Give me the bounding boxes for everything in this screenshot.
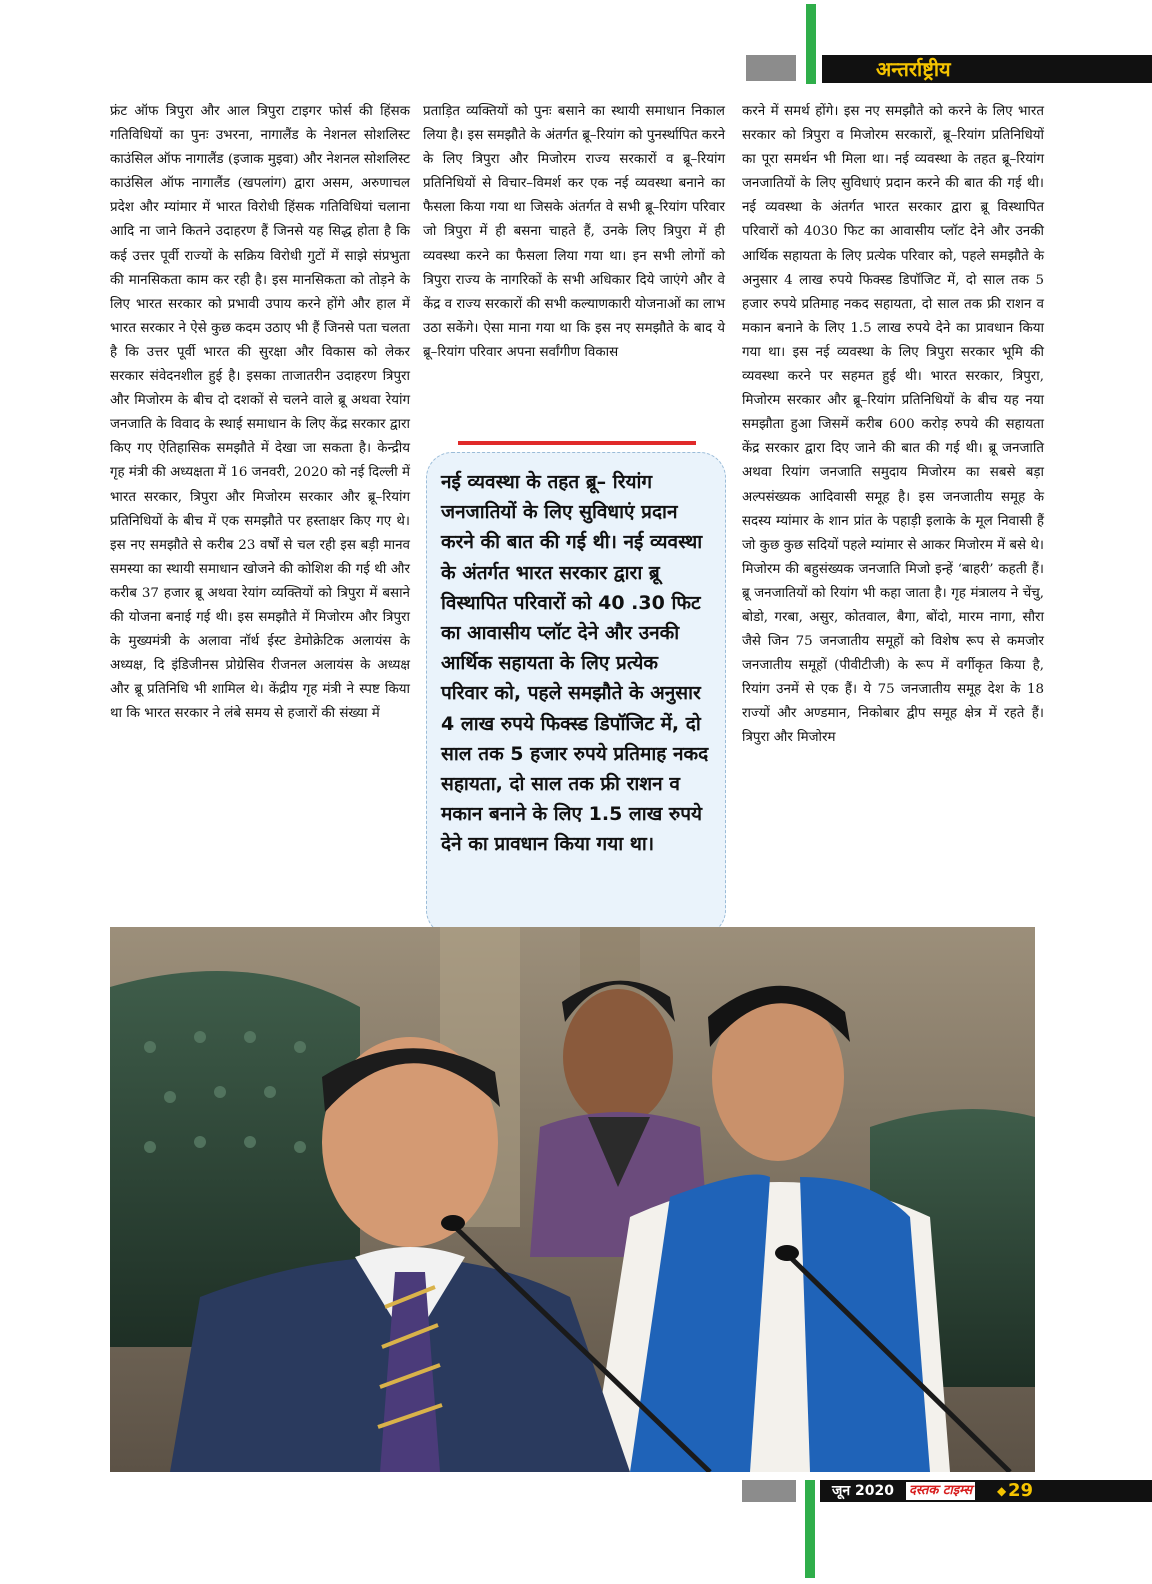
pull-quote	[426, 452, 726, 936]
pull-quote-text: नई व्यवस्था के तहत ब्रू– रियांग जनजातियों के लिए सुविधाएं प्रदान करने की बात की गई थी। नई व्यवस्था के अंतर्गत भारत सरकार द्वारा ब्रू विस्थापित परिवारों को 40 .30 फिट का आवासीय प्लॉट देने और उनकी आर्थिक सहायता के लिए प्रत्येक परिवार को, पहले समझौते के अनुसार 4 लाख रुपये फिक्स्ड डिपॉजिट में, दो साल तक 5 हजार रुपये प्रतिमाह नकद सहायता, दो साल तक फ्री राशन व मकान बनाने के लिए 1.5 लाख रुपये देने का प्रावधान किया गया था।	[441, 471, 709, 856]
pull-quote-rule	[458, 441, 696, 445]
issue-date: जून 2020	[832, 1483, 894, 1499]
section-tag	[822, 55, 1152, 83]
header-gray-block	[746, 55, 796, 81]
footer-green-bar	[805, 1480, 815, 1578]
page-number: 29	[1008, 1480, 1034, 1501]
article-column-3: करने में समर्थ होंगे। इस नए समझौते को करने के लिए भारत सरकार को त्रिपुरा व मिजोरम सरकारों, ब्रू–रियांग प्रतिनिधियों का पूरा समर्थन भी मिला था। नई व्यवस्था के तहत ब्रू–रियांग जनजातियों के लिए सुविधाएं प्रदान करने की बात की गई थी। नई व्यवस्था के अंतर्गत भारत सरकार द्वारा ब्रू विस्थापित परिवारों को 4030 फिट का आवासीय प्लॉट देने और उनकी आर्थिक सहायता के लिए प्रत्येक परिवार को, पहले समझौते के अनुसार 4 लाख रुपये फिक्स्ड डिपॉजिट में, दो साल तक 5 हजार रुपये प्रतिमाह नकद सहायता, दो साल तक फ्री राशन व मकान बनाने के लिए 1.5 लाख रुपये देने का प्रावधान किया गया था। इस नई व्यवस्था के लिए त्रिपुरा सरकार भूमि की व्यवस्था करने पर सहमत हुई थी। भारत सरकार, त्रिपुरा, मिजोरम सरकार और ब्रू–रियांग प्रतिनिधियों के बीच यह नया समझौता हुआ जिसमें करीब 600 करोड़ रुपये की सहायता केंद्र सरकार द्वारा दिए जाने की बात की गई थी। ब्रू जनजाति अथवा रियांग जनजाति समुदाय मिजोरम का सबसे बड़ा अल्पसंख्यक आदिवासी समूह है। इस जनजातीय समूह के सदस्य म्यांमार के शान प्रांत के पहाड़ी इलाके के मूल निवासी हैं जो कुछ कुछ सदियों पहले म्यांमार से आकर मिजोरम में बसे थे। मिजोरम की बहुसंख्यक जनजाति मिजो इन्हें ‘बाहरी’ कहती हैं। ब्रू जनजातियों को रियांग भी कहा जाता है। गृह मंत्रालय ने चेंचु, बोडो, गरबा, असुर, कोतवाल, बैगा, बोंदो, मारम नागा, सौरा जैसे जिन 75 जनजातीय समूहों को विशेष रूप से कमजोर जनजातीय समूहों (पीवीटीजी) के रूप में वर्गीकृत किया है, रियांग उनमें से एक हैं। ये 75 जनजातीय समूह देश के 18 राज्यों और अण्डमान, निकोबार द्वीप समूह क्षेत्र में रहते हैं। त्रिपुरा और मिजोरम	[742, 104, 1044, 746]
article-photo	[110, 927, 1035, 1472]
header-green-bar	[806, 4, 816, 84]
footer-gray-block	[742, 1480, 796, 1502]
footer-bullet-icon: ◆	[997, 1484, 1007, 1498]
footer-bar	[820, 1480, 1152, 1502]
section-tag-label: अन्तर्राष्ट्रीय	[876, 57, 951, 81]
photo-illustration	[110, 927, 1035, 1472]
magazine-logo: दस्तक टाइम्स	[906, 1482, 975, 1500]
article-column-2: प्रताड़ित व्यक्तियों को पुनः बसाने का स्थायी समाधान निकाल लिया है। इस समझौते के अंतर्गत ब्रू–रियांग को पुनर्स्थापित करने के लिए त्रिपुरा और मिजोरम राज्य सरकारों व ब्रू–रियांग प्रतिनिधियों से विचार–विमर्श कर एक नई व्यवस्था बनाने का फैसला किया गया था जिसके अंतर्गत वे सभी ब्रू–रियांग परिवार जो त्रिपुरा में ही बसना चाहते हैं, उनके लिए त्रिपुरा में ही व्यवस्था करने का फैसला लिया गया था। इन सभी लोगों को त्रिपुरा राज्य के नागरिकों के सभी अधिकार दिये जाएंगे और वे केंद्र व राज्य सरकारों की सभी कल्याणकारी योजनाओं का लाभ उठा सकेंगे। ऐसा माना गया था कि इस नए समझौते के बाद ये ब्रू–रियांग परिवार अपना सर्वांगीण विकास	[423, 104, 725, 360]
article-column-1: फ्रंट ऑफ त्रिपुरा और आल त्रिपुरा टाइगर फोर्स की हिंसक गतिविधियों का पुनः उभरना, नागालैंड के नेशनल सोशलिस्ट काउंसिल ऑफ नागालैंड (इजाक मुइवा) और नेशनल सोशलिस्ट काउंसिल ऑफ नागालैंड (खपलांग) द्वारा असम, अरुणाचल प्रदेश और म्यांमार में भारत विरोधी हिंसक गतिविधियां चलाना आदि ना जाने कितने उदाहरण हैं जिनसे यह सिद्ध होता है कि कई उत्तर पूर्वी राज्यों के सक्रिय विरोधी गुटों में साझे संप्रभुता की मानसिकता काम कर रही है। इस मानसिकता को तोड़ने के लिए भारत सरकार को प्रभावी उपाय करने होंगे और हाल में भारत सरकार ने ऐसे कुछ कदम उठाए भी हैं जिनसे पता चलता है कि उत्तर पूर्वी भारत की सुरक्षा और विकास को लेकर सरकार संवेदनशील हुई है। इसका ताजातरीन उदाहरण त्रिपुरा और मिजोरम के बीच दो दशकों से चलने वाले ब्रू अथवा रेयांग जनजाति के विवाद के स्थाई समाधान के लिए केंद्र सरकार द्वारा किए गए ऐतिहासिक समझौते में देखा जा सकता है। केन्द्रीय गृह मंत्री की अध्यक्षता में 16 जनवरी, 2020 को नई दिल्ली में भारत सरकार, त्रिपुरा और मिजोरम सरकार और ब्रू–रियांग प्रतिनिधियों के बीच में एक समझौते पर हस्ताक्षर किए गए थे। इस नए समझौते से करीब 23 वर्षों से चल रही इस बड़ी मानव समस्या का स्थायी समाधान खोजने की कोशिश की गई थी और करीब 37 हजार ब्रू अथवा रेयांग व्यक्तियों को त्रिपुरा में बसाने की योजना बनाई गई थी। इस समझौते में मिजोरम और त्रिपुरा के मुख्यमंत्री के अलावा नॉर्थ ईस्ट डेमोक्रेटिक अलायंस के अध्यक्ष, दि इंडिजीनस प्रोग्रेसिव रीजनल अलायंस के अध्यक्ष और ब्रू प्रतिनिधि भी शामिल थे। केंद्रीय गृह मंत्री ने स्पष्ट किया था कि भारत सरकार ने लंबे समय से हजारों की संख्या में	[110, 104, 410, 722]
